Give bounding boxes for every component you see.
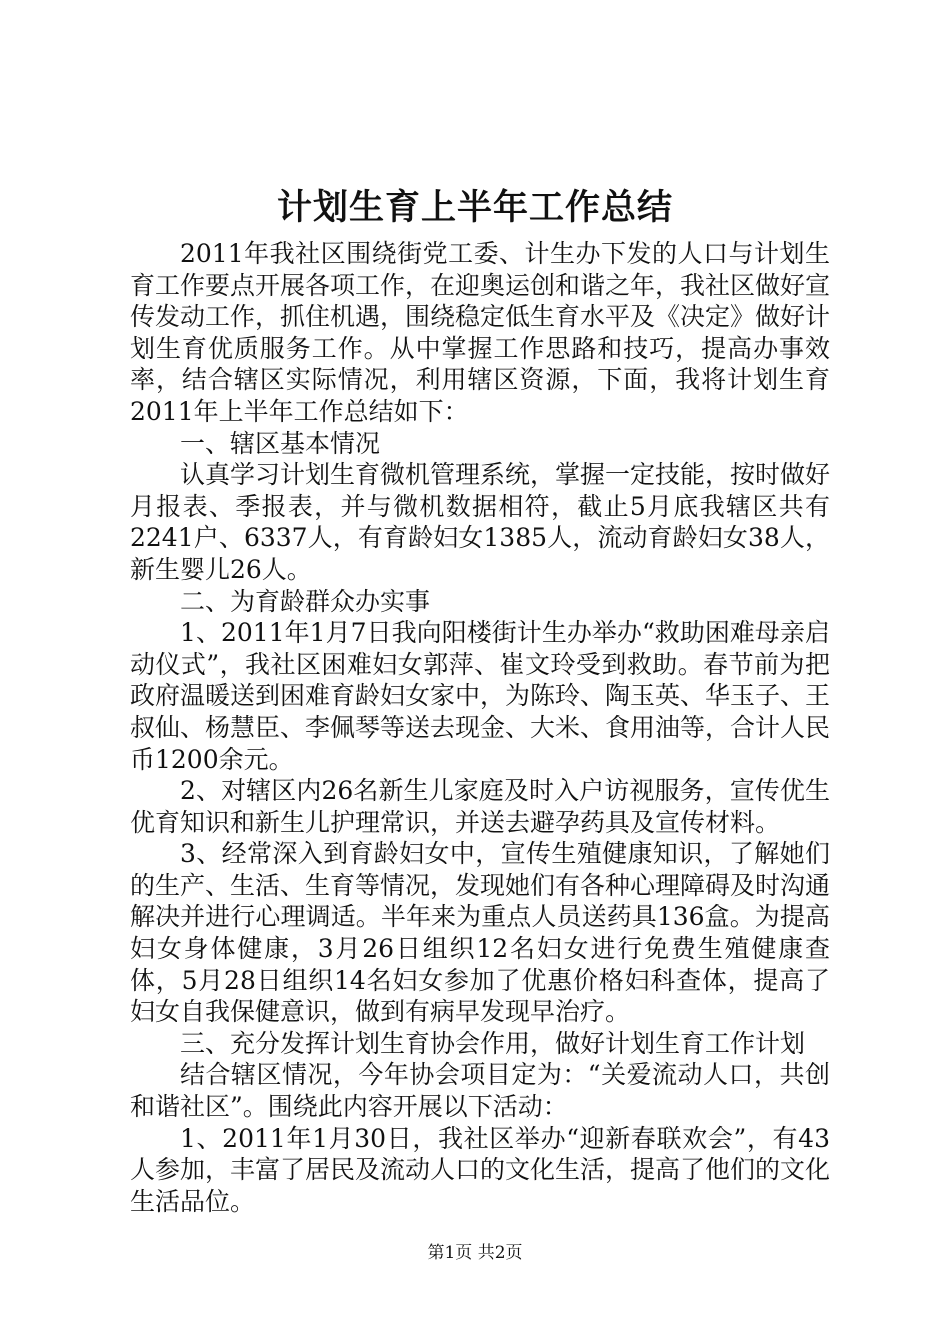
section-3-item-1: 1、2011年1月30日，我社区举办“迎新春联欢会”，有43人参加，丰富了居民及流动人口的文化生活，提高了他们的文化生活品位。 [130,1123,831,1216]
section-heading-1: 一、辖区基本情况 [180,428,381,458]
document-title: 计划生育上半年工作总结 [276,187,673,228]
page-number-footer: 第1页 共2页 [427,1243,523,1263]
section-3-paragraph: 结合辖区情况，今年协会项目定为：“关爱流动人口，共创和谐社区”。围绕此内容开展以下活动： [130,1060,830,1122]
document-body [130,238,830,1217]
section-heading-2: 二、为育龄群众办实事 [180,586,431,616]
intro-paragraph: 2011年我社区围绕街党工委、计生办下发的人口与计划生育工作要点开展各项工作，在迎奥运创和谐之年，我社区做好宣传发动工作，抓住机遇，围绕稳定低生育水平及《决定》做好计划生育优质服务工作。从中掌握工作思路和技巧，提高办事效率，结合辖区实际情况，利用辖区资源，下面，我将计划生育2011年上半年工作总结如下： [130,239,831,426]
section-2-item-1: 1、2011年1月7日我向阳楼街计生办举办“救助困难母亲启动仪式”，我社区困难妇女郭萍、崔文玲受到救助。春节前为把政府温暖送到困难育龄妇女家中，为陈玲、陶玉英、华玉子、王叔仙、杨慧臣、李佩琴等送去现金、大米、食用油等，合计人民币1200余元。 [130,618,831,774]
section-heading-3: 三、充分发挥计划生育协会作用，做好计划生育工作计划 [180,1028,806,1058]
section-2-item-3: 3、经常深入到育龄妇女中，宣传生殖健康知识，了解她们的生产、生活、生育等情况，发现她们有各种心理障碍及时沟通解决并进行心理调适。半年来为重点人员送药具136盒。为提高妇女身体健康，3月26日组织12名妇女进行免费生殖健康查体，5月28日组织14名妇女参加了优惠价格妇科查体，提高了妇女自我保健意识，做到有病早发现早治疗。 [130,839,831,1027]
section-1-paragraph: 认真学习计划生育微机管理系统，掌握一定技能，按时做好月报表、季报表，并与微机数据相符，截止5月底我辖区共有2241户、6337人，有育龄妇女1385人，流动育龄妇女38人，新生婴儿26人。 [130,460,831,584]
section-2-item-2: 2、对辖区内26名新生儿家庭及时入户访视服务，宣传优生优育知识和新生儿护理常识，并送去避孕药具及宣传材料。 [130,776,830,837]
